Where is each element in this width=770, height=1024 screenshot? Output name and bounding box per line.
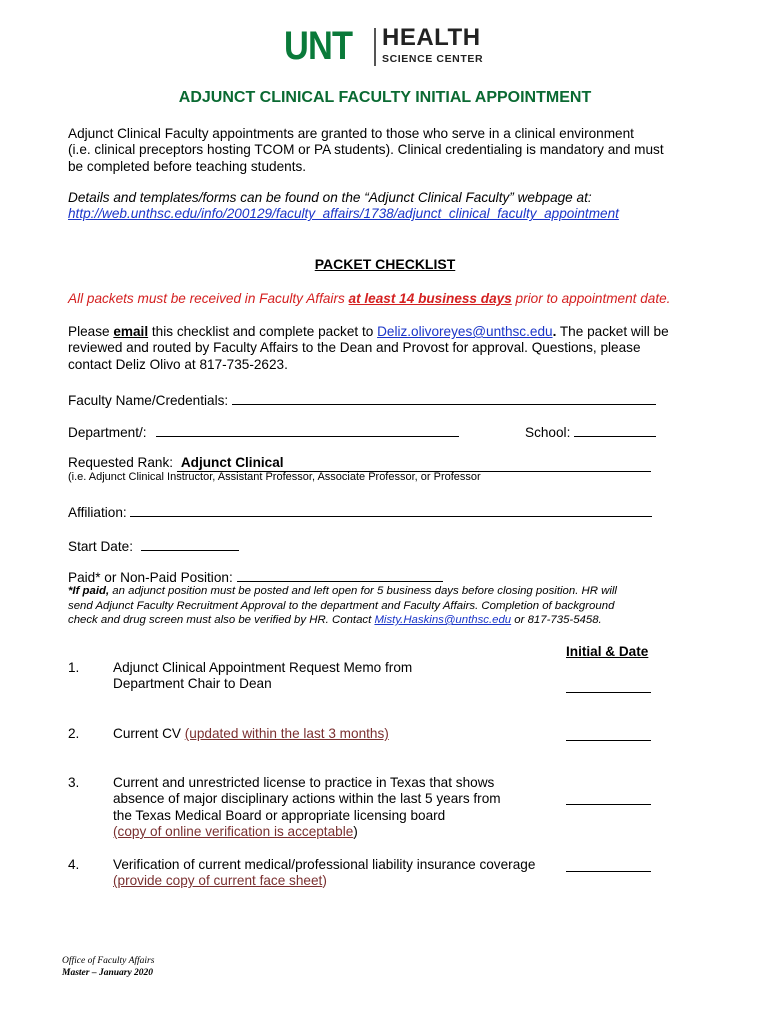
email-para-line-3: contact Deliz Olivo at 817-735-2623. [68,356,288,372]
item-2-label: Current CV [113,726,185,741]
details-text: Details and templates/forms can be found on the “Adjunct Clinical Faculty” webpage at: [68,190,592,205]
paid-note-line-3-before: check and drug screen must also be verified by HR. Contact [68,614,375,626]
email-paragraph [68,324,708,373]
email-para-middle: this checklist and complete packet to [148,324,378,339]
logo-health-text: HEALTH [382,24,481,51]
logo-divider [374,28,376,66]
deadline-emphasis: at least 14 business days [348,291,512,306]
item-1-text [113,660,558,693]
email-para-please: Please [68,324,114,339]
page-title: ADJUNCT CLINICAL FACULTY INITIAL APPOINTMENT [178,89,592,106]
email-para-line-2: reviewed and routed by Faculty Affairs to the Dean and Provost for approval. Questions, please [68,340,641,356]
item-1-number: 1. [68,660,80,675]
paid-position-label: Paid* or Non-Paid Position: [68,570,233,585]
item-1-line-2: Department Chair to Dean [113,676,272,692]
intro-line-2: (i.e. clinical preceptors hosting TCOM or PA students). Clinical credentialing is mandatory and must [68,142,664,158]
item-3-text [113,775,558,840]
deadline-notice [68,291,708,307]
school-label: School: [525,425,571,440]
affiliation-input-line[interactable] [130,503,652,517]
affiliation-label: Affiliation: [68,505,127,520]
email-para-rest: The packet will be [556,324,669,339]
paid-note-lead: *If paid, [68,585,110,597]
faculty-name-label: Faculty Name/Credentials: [68,393,229,408]
faculty-name-field [68,391,668,409]
footer-master: Master – January 2020 [62,968,154,978]
department-field [68,423,468,441]
start-date-field [68,537,368,555]
department-input-line[interactable] [156,423,459,437]
item-4-text [113,857,563,890]
requested-rank-label: Requested Rank: [68,455,174,470]
packet-checklist-heading: PACKET CHECKLIST [314,256,456,272]
paid-note-line-3-after: or 817-735-5458. [511,614,602,626]
unt-health-logo [284,26,483,70]
intro-line-3: be completed before teaching students. [68,158,307,174]
deadline-text-before: All packets must be received in Faculty Affairs [68,291,349,306]
email-dot: . [552,324,557,339]
item-3-initial-line[interactable] [566,804,651,805]
item-1-initial-line[interactable] [566,692,651,693]
intro-paragraph [68,126,708,175]
affiliation-field [68,503,668,521]
item-4-initial-line[interactable] [566,871,651,872]
email-address-link[interactable]: Deliz.olivoreyes@unthsc.edu [377,324,553,339]
intro-line-1: Adjunct Clinical Faculty appointments are granted to those who serve in a clinical environment [68,126,634,141]
paid-note-line-2: send Adjunct Faculty Recruitment Approval to the department and Faculty Affairs. Completion of background [68,599,615,612]
item-4-number: 4. [68,857,80,872]
item-4-note: (provide copy of current face sheet [113,873,323,889]
school-input-line[interactable] [574,423,656,437]
deadline-text-after: prior to appointment date. [511,291,671,306]
initial-date-heading: Initial & Date [566,644,649,659]
rank-hint: (i.e. Adjunct Clinical Instructor, Assistant Professor, Associate Professor, or Professor [68,471,481,483]
footer-office: Office of Faculty Affairs [62,956,155,966]
item-3-line-3: the Texas Medical Board or appropriate licensing board [113,807,446,823]
item-3-note: (copy of online verification is acceptable [113,823,354,839]
paid-position-input-line[interactable] [237,568,443,582]
details-paragraph [68,190,708,223]
footer [62,955,154,979]
email-word: email [113,324,149,339]
item-1-line-1: Adjunct Clinical Appointment Request Memo from [113,660,413,675]
logo-unt-text: UNT [284,24,353,68]
item-2-initial-line[interactable] [566,740,651,741]
item-4-close: ) [322,873,327,889]
school-field [525,423,665,441]
details-url-link[interactable]: http://web.unthsc.edu/info/200129/faculty_affairs/1738/adjunct_clinical_faculty_appointment [68,206,619,222]
start-date-label: Start Date: [68,539,133,554]
item-3-number: 3. [68,775,80,790]
requested-rank-field [68,455,668,472]
faculty-name-input-line[interactable] [232,391,656,405]
department-label: Department/: [68,425,147,440]
paid-note-line-1: an adjunct position must be posted and left open for 5 business days before closing position. HR will [109,585,617,597]
item-3-line-1: Current and unrestricted license to practice in Texas that shows [113,775,495,790]
item-2-text [113,726,558,742]
requested-rank-value[interactable]: Adjunct Clinical [177,455,651,472]
logo-science-center-text: SCIENCE CENTER [382,53,484,65]
item-3-close: ) [353,823,358,839]
item-2-number: 2. [68,726,80,741]
item-2-note: (updated within the last 3 months) [184,726,389,741]
item-3-line-2: absence of major disciplinary actions within the last 5 years from [113,791,501,807]
start-date-input-line[interactable] [141,537,239,551]
item-4-line-1: Verification of current medical/professional liability insurance coverage [113,857,536,872]
hr-contact-email-link[interactable]: Misty.Haskins@unthsc.edu [374,614,512,626]
paid-note [68,584,718,628]
